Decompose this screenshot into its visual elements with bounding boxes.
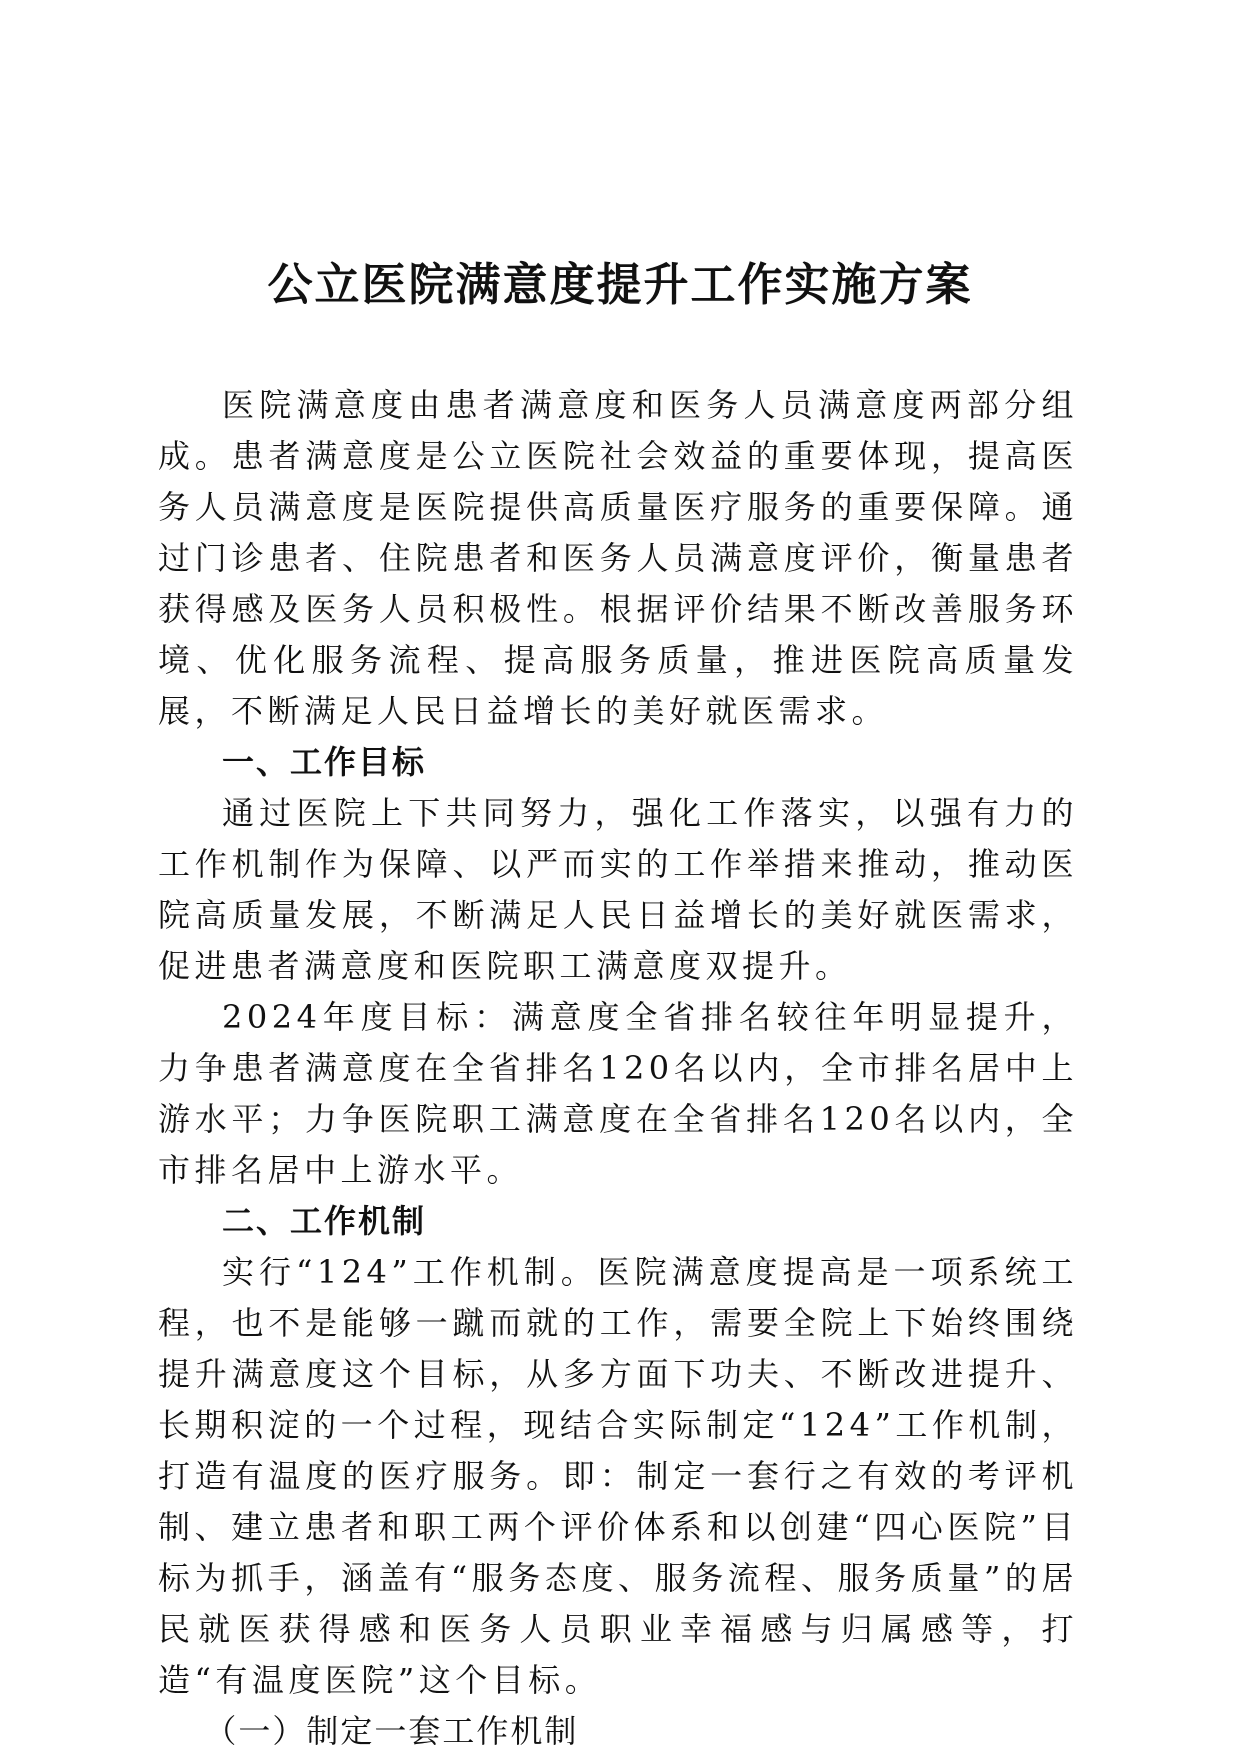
goals-paragraph: 通过医院上下共同努力，强化工作落实，以强有力的工作机制作为保障、以严而实的工作举措来推动，推动医院高质量发展，不断满足人民日益增长的美好就医需求，促进患者满意度和医院职工满意度双提升。 (158, 794, 1078, 985)
mechanism-paragraph: 实行“124”工作机制。医院满意度提高是一项系统工程，也不是能够一蹴而就的工作，需要全院上下始终围绕提升满意度这个目标，从多方面下功夫、不断改进提升、长期积淀的一个过程，现结合实际制定“124”工作机制，打造有温度的医疗服务。即：制定一套行之有效的考评机制、建立患者和职工两个评价体系和以创建“四心医院”目标为抓手，涵盖有“服务态度、服务流程、服务质量”的居民就医获得感和医务人员职业幸福感与归属感等，打造“有温度医院”这个目标。 (158, 1253, 1078, 1699)
annual-target-paragraph: 2024年度目标：满意度全省排名较往年明显提升，力争患者满意度在全省排名120名以内，全市排名居中上游水平；力争医院职工满意度在全省排名120名以内，全市排名居中上游水平。 (158, 998, 1078, 1189)
document-body (158, 380, 1078, 1757)
section-heading-mechanism: 二、工作机制 (222, 1202, 427, 1240)
subsection-heading-mechanism-one: （一）制定一套工作机制 (204, 1712, 579, 1750)
document-title: 公立医院满意度提升工作实施方案 (267, 258, 973, 311)
intro-paragraph: 医院满意度由患者满意度和医务人员满意度两部分组成。患者满意度是公立医院社会效益的重要体现，提高医务人员满意度是医院提供高质量医疗服务的重要保障。通过门诊患者、住院患者和医务人员满意度评价，衡量患者获得感及医务人员积极性。根据评价结果不断改善服务环境、优化服务流程、提高服务质量，推进医院高质量发展，不断满足人民日益增长的美好就医需求。 (158, 386, 1078, 730)
section-heading-goals: 一、工作目标 (222, 743, 427, 781)
